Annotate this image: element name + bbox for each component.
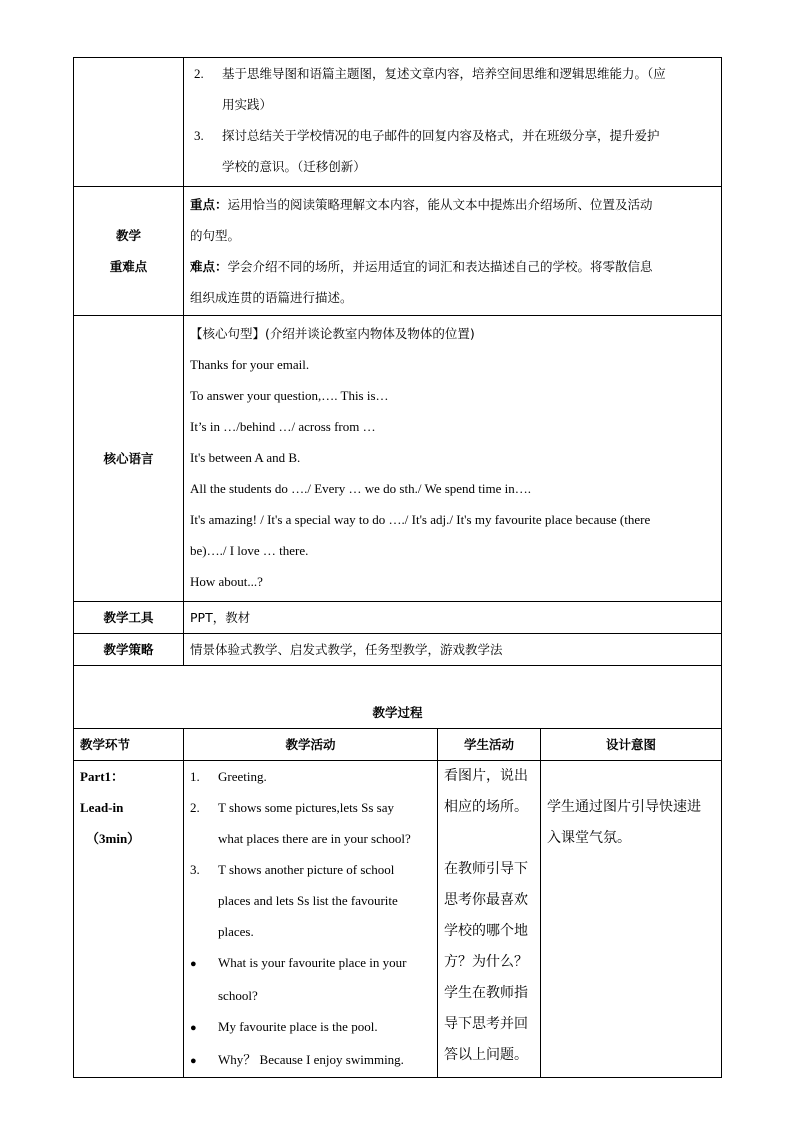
intent-text: 学生通过图片引导快速进 — [547, 799, 701, 815]
bullet-icon: ● — [190, 1022, 197, 1034]
objective-item-2 — [194, 58, 715, 89]
difficulty-text: 学会介绍不同的场所，并运用适宜的词汇和表达描述自己的学校。将零散信息 — [227, 259, 653, 274]
stage-name: Lead-in — [80, 800, 124, 815]
key-prefix: 重点： — [190, 197, 228, 212]
lesson-plan-page — [73, 57, 721, 1078]
bullet-icon: ● — [190, 958, 197, 970]
process-title: 教学过程 — [74, 666, 722, 729]
objectives-row — [74, 58, 722, 187]
core-language-label: 核心语言 — [74, 316, 184, 602]
stage-duration: （3min） — [86, 831, 141, 846]
core-language-row — [74, 316, 722, 602]
objective-text: 用实践） — [222, 97, 273, 112]
activity-number: 1. — [190, 769, 200, 784]
key-text: 的句型。 — [190, 228, 241, 243]
strategy-row — [74, 634, 722, 666]
core-sentence: It’s in …/behind …/ across from … — [190, 419, 376, 434]
part1-stage-cell — [74, 761, 184, 1078]
activity-text: places and lets Ss list the favourite — [218, 893, 398, 908]
part1-row — [74, 761, 722, 1078]
strategy-label: 教学策略 — [74, 634, 184, 666]
objective-text: 探讨总结关于学校情况的电子邮件的回复内容及格式，并在班级分享，提升爱护 — [222, 128, 660, 143]
activity-number: 2. — [190, 800, 200, 815]
col-header-design-intent: 设计意图 — [541, 729, 722, 761]
activity-number: 3. — [190, 862, 200, 877]
student-activity-line: 看图片，说出 — [444, 768, 528, 784]
objective-number: 3. — [194, 128, 204, 143]
key-text: 运用恰当的阅读策略理解文本内容，能从文本中提炼出介绍场所、位置及活动 — [227, 197, 653, 212]
objective-text: 学校的意识。（迁移创新） — [222, 159, 366, 174]
stage-name: Part1： — [80, 769, 125, 784]
difficulty-prefix: 难点： — [190, 259, 228, 274]
label-line: 教学 — [115, 228, 141, 243]
student-activity-line: 方？为什么？ — [444, 954, 528, 970]
strategy-value: 情景体验式教学、启发式教学，任务型教学，游戏教学法 — [184, 634, 722, 666]
objective-text: 基于思维导图和语篇主题图，复述文章内容，培养空间思维和逻辑思维能力。（应 — [222, 66, 666, 81]
label-line: 重难点 — [109, 259, 148, 274]
part1-student-activities — [438, 761, 541, 1078]
activity-text: T shows some pictures,lets Ss say — [218, 800, 394, 815]
student-activity-line: 学校的哪个地 — [444, 923, 528, 939]
objectives-label-cell — [74, 58, 184, 187]
core-sentence: be)…./ I love … there. — [190, 543, 309, 558]
key-points-label — [74, 187, 184, 316]
difficulty-text: 组织成连贯的语篇进行描述。 — [190, 290, 353, 305]
intent-text: 入课堂气氛。 — [547, 830, 631, 846]
lesson-plan-table — [73, 57, 722, 1078]
col-header-student-activity: 学生活动 — [438, 729, 541, 761]
core-sentence: How about...? — [190, 574, 263, 589]
part1-design-intent — [541, 761, 722, 1078]
core-sentence: It's between A and B. — [190, 450, 301, 465]
bullet-text: Why？ Because I enjoy swimming. — [218, 1052, 404, 1067]
activity-text: Greeting. — [218, 769, 267, 784]
core-sentence: It's amazing! / It's a special way to do …./ It's adj./ It's my favourite place because (there — [190, 512, 651, 527]
bullet-text: school? — [218, 988, 258, 1003]
col-header-stage: 教学环节 — [74, 729, 184, 761]
process-header-row — [74, 729, 722, 761]
activity-text: what places there are in your school? — [218, 831, 411, 846]
core-language-cell — [184, 316, 722, 602]
bullet-icon: ● — [190, 1055, 197, 1067]
bullet-text: My favourite place is the pool. — [218, 1019, 378, 1034]
core-heading: 【核心句型】(介绍并谈论教室内物体及物体的位置) — [190, 326, 475, 341]
student-activity-line: 思考你最喜欢 — [444, 892, 528, 908]
process-title-row — [74, 666, 722, 729]
student-activity-line: 学生在教师指 — [444, 985, 528, 1001]
student-activity-line: 导下思考并回 — [444, 1016, 528, 1032]
objectives-cell — [184, 58, 722, 187]
tools-value: PPT，教材 — [184, 602, 722, 634]
core-sentence: To answer your question,…. This is… — [190, 388, 389, 403]
tools-row — [74, 602, 722, 634]
student-activity-line: 在教师引导下 — [444, 861, 528, 877]
spacer — [444, 823, 534, 854]
student-activity-line: 答以上问题。 — [444, 1047, 528, 1063]
objective-number: 2. — [194, 66, 204, 81]
tools-label: 教学工具 — [74, 602, 184, 634]
key-points-row — [74, 187, 722, 316]
bullet-text: What is your favourite place in your — [218, 955, 407, 970]
core-sentence: All the students do …./ Every … we do sth./ We spend time in…. — [190, 481, 532, 496]
col-header-teacher-activity: 教学活动 — [184, 729, 438, 761]
student-activity-line: 相应的场所。 — [444, 799, 528, 815]
part1-teacher-activities — [184, 761, 438, 1078]
core-sentence: Thanks for your email. — [190, 357, 310, 372]
activity-text: T shows another picture of school — [218, 862, 395, 877]
key-points-cell — [184, 187, 722, 316]
activity-text: places. — [218, 924, 254, 939]
objective-item-3 — [194, 120, 715, 151]
